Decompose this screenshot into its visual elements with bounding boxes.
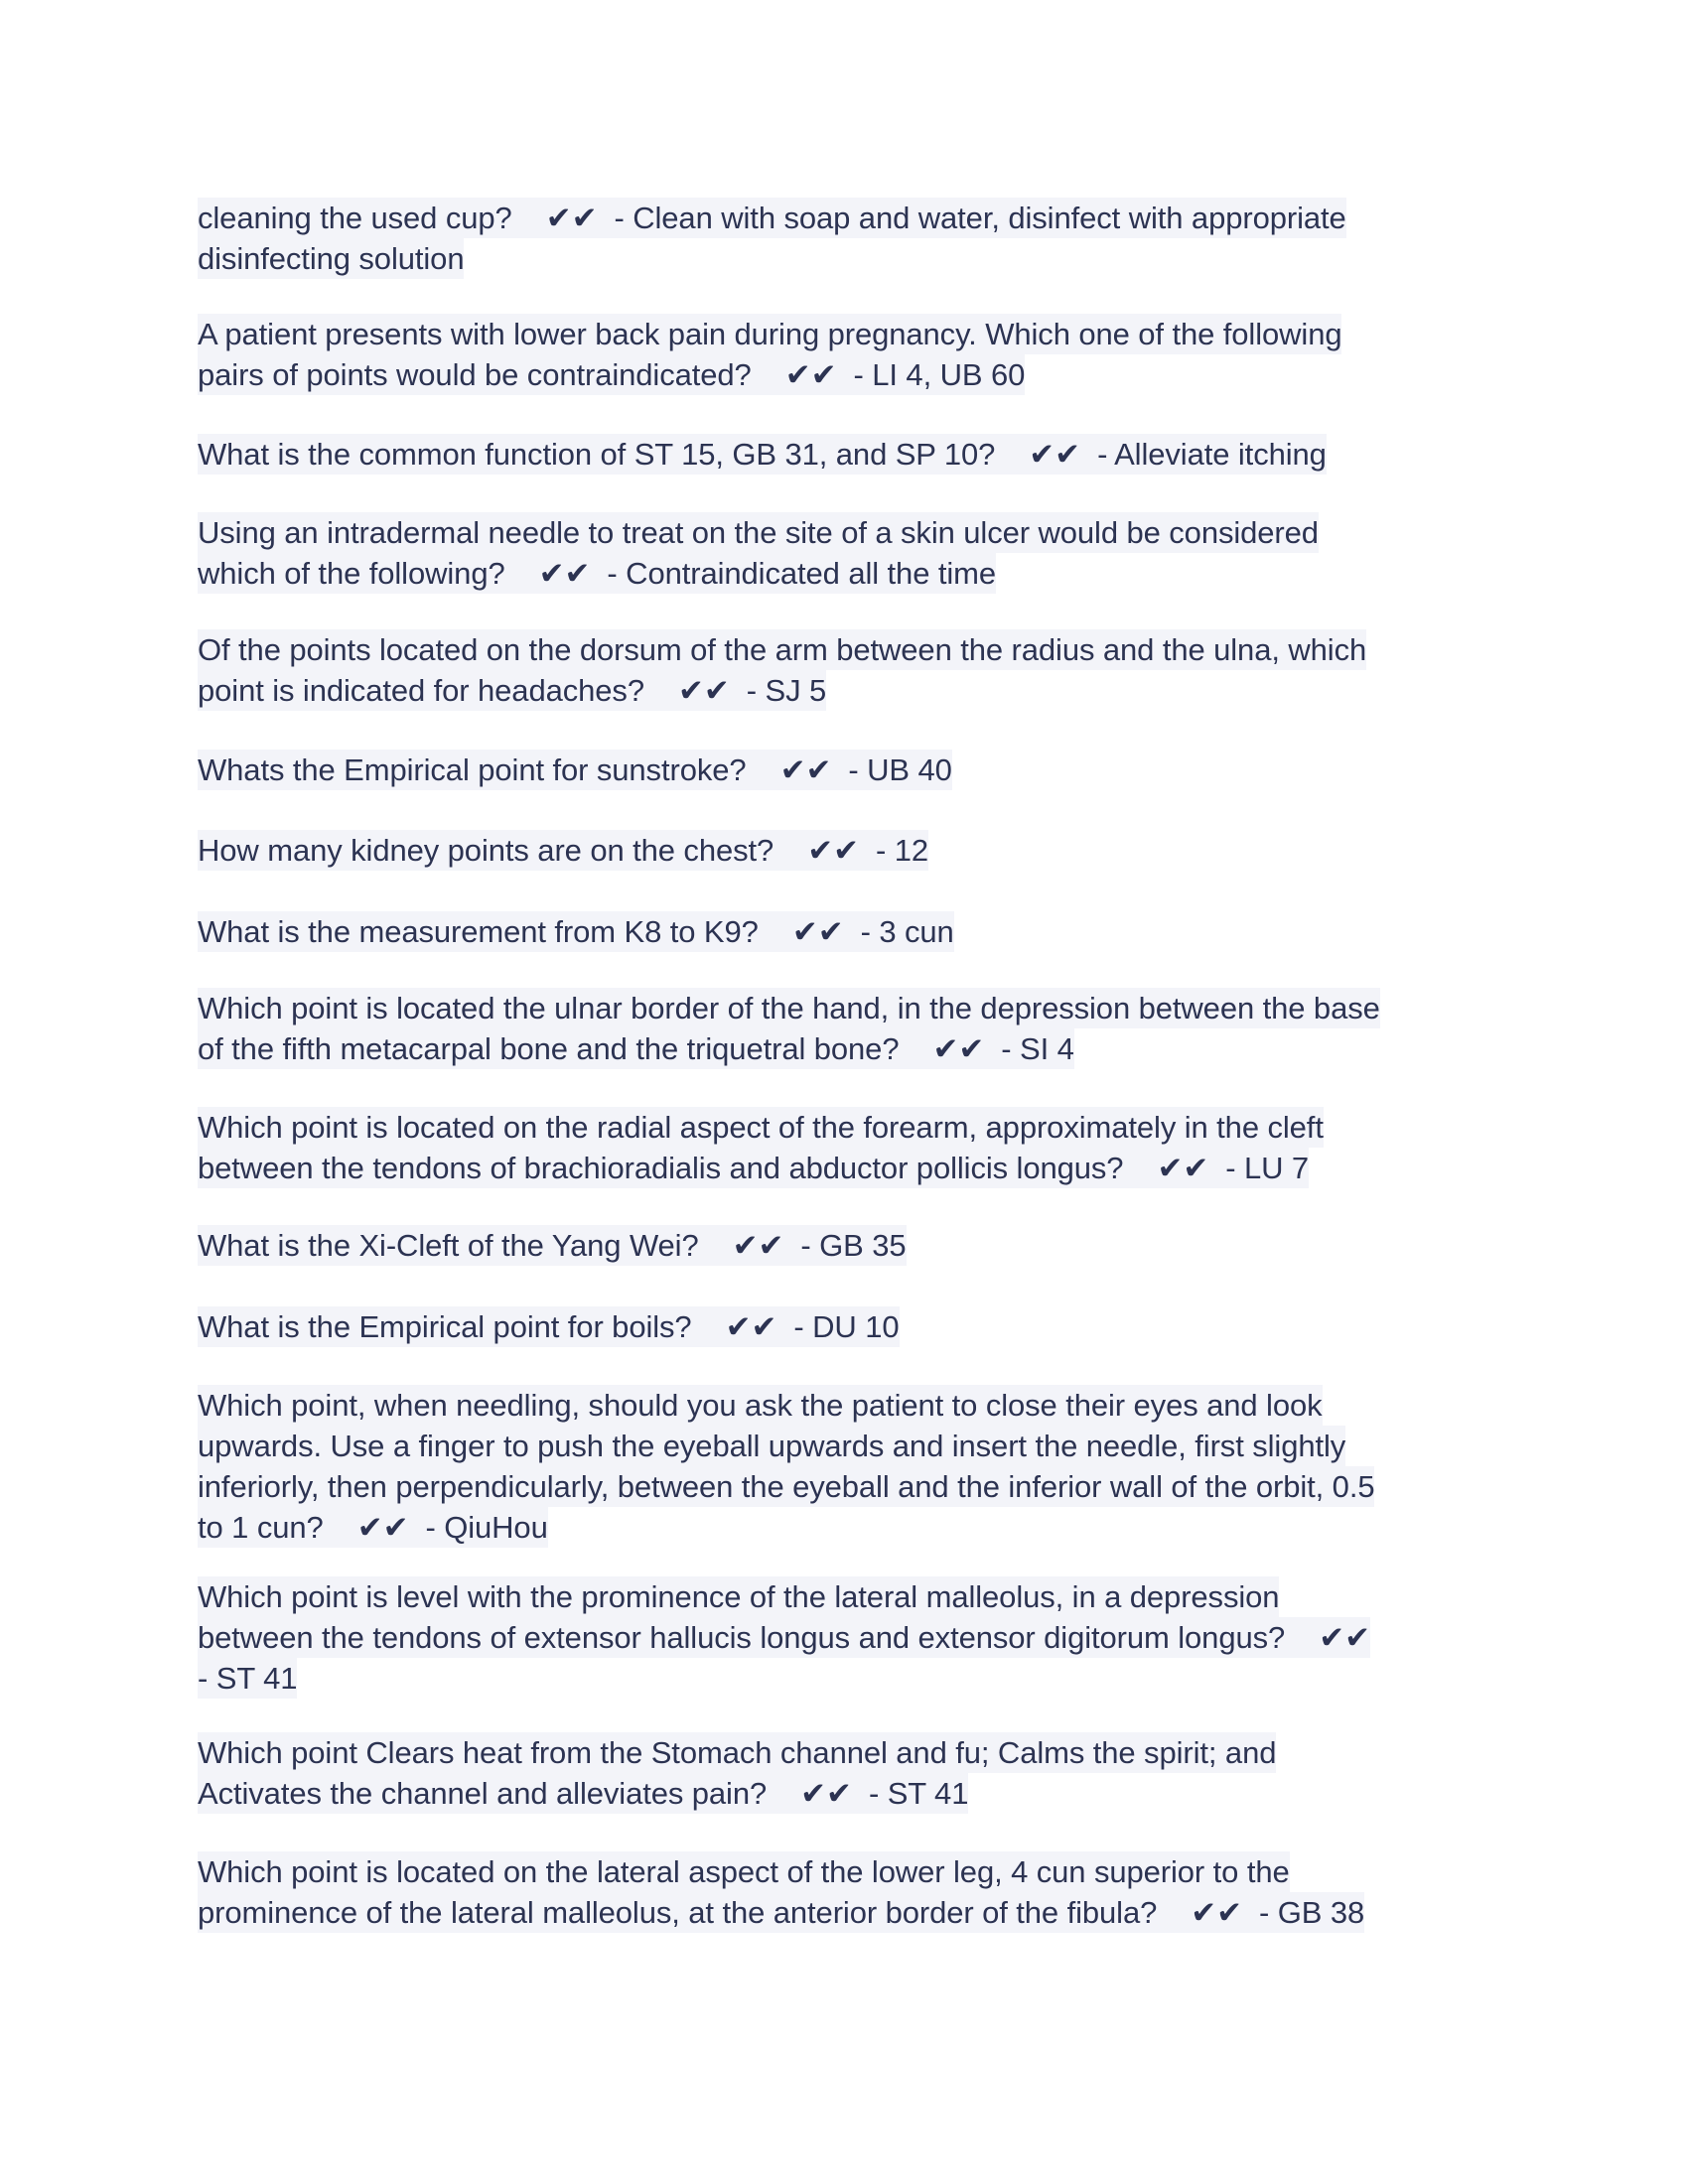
qa-line-text: What is the measurement from K8 to K9? ✔✔ - 3 cun (198, 911, 954, 952)
qa-item (198, 198, 1488, 279)
qa-line-text: inferiorly, then perpendicularly, between the eyeball and the inferior wall of the orbit, 0.5 (198, 1466, 1374, 1507)
qa-line (198, 198, 1488, 238)
qa-item (198, 830, 1488, 871)
qa-line-text: disinfecting solution (198, 238, 464, 279)
qa-line (198, 1306, 1488, 1347)
qa-line (198, 1028, 1488, 1069)
qa-line-text: Which point Clears heat from the Stomach channel and fu; Calms the spirit; and (198, 1732, 1276, 1773)
qa-line (198, 314, 1488, 354)
qa-item (198, 911, 1488, 952)
qa-line-text: pairs of points would be contraindicated? ✔✔ - LI 4, UB 60 (198, 354, 1025, 395)
qa-line (198, 1576, 1488, 1617)
qa-item (198, 1306, 1488, 1347)
qa-line-text: - ST 41 (198, 1658, 297, 1699)
qa-item (198, 314, 1488, 395)
qa-item (198, 629, 1488, 711)
qa-line (198, 1107, 1488, 1148)
qa-line (198, 354, 1488, 395)
qa-line (198, 670, 1488, 711)
qa-line-text: Whats the Empirical point for sunstroke? ✔✔ - UB 40 (198, 750, 952, 790)
qa-line (198, 1658, 1488, 1699)
qa-line-text: What is the Xi-Cleft of the Yang Wei? ✔✔ - GB 35 (198, 1225, 907, 1266)
qa-line-text: point is indicated for headaches? ✔✔ - SJ 5 (198, 670, 826, 711)
qa-line-text: Activates the channel and alleviates pain? ✔✔ - ST 41 (198, 1773, 968, 1814)
qa-line-text: prominence of the lateral malleolus, at the anterior border of the fibula? ✔✔ - GB 38 (198, 1892, 1364, 1933)
qa-line (198, 988, 1488, 1028)
qa-line (198, 911, 1488, 952)
qa-item (198, 434, 1488, 475)
qa-line (198, 1732, 1488, 1773)
qa-line (198, 1617, 1488, 1658)
qa-item (198, 1225, 1488, 1266)
qa-line-text: cleaning the used cup? ✔✔ - Clean with soap and water, disinfect with appropriate (198, 198, 1346, 238)
qa-line (198, 1851, 1488, 1892)
qa-line (198, 512, 1488, 553)
qa-item (198, 750, 1488, 790)
qa-item (198, 1107, 1488, 1188)
qa-line-text: between the tendons of brachioradialis and abductor pollicis longus? ✔✔ - LU 7 (198, 1148, 1309, 1188)
qa-line-text: upwards. Use a finger to push the eyeball upwards and insert the needle, first slightly (198, 1426, 1345, 1466)
qa-line (198, 434, 1488, 475)
qa-line (198, 1225, 1488, 1266)
qa-line (198, 830, 1488, 871)
qa-line-text: Which point is level with the prominence of the lateral malleolus, in a depression (198, 1576, 1279, 1617)
qa-line-text: between the tendons of extensor hallucis longus and extensor digitorum longus? ✔✔ (198, 1617, 1370, 1658)
qa-item (198, 1385, 1488, 1548)
qa-line-text: of the fifth metacarpal bone and the triquetral bone? ✔✔ - SI 4 (198, 1028, 1074, 1069)
qa-line-text: Of the points located on the dorsum of the arm between the radius and the ulna, which (198, 629, 1366, 670)
qa-line (198, 1385, 1488, 1426)
qa-item (198, 1732, 1488, 1814)
qa-line-text: Which point is located on the lateral aspect of the lower leg, 4 cun superior to the (198, 1851, 1290, 1892)
qa-item (198, 1851, 1488, 1933)
qa-line-text: Which point is located on the radial aspect of the forearm, approximately in the cleft (198, 1107, 1324, 1148)
qa-line (198, 1148, 1488, 1188)
qa-line-text: Which point is located the ulnar border of the hand, in the depression between the base (198, 988, 1380, 1028)
qa-line-text: How many kidney points are on the chest? ✔✔ - 12 (198, 830, 928, 871)
qa-line (198, 1507, 1488, 1548)
qa-line (198, 629, 1488, 670)
qa-line (198, 238, 1488, 279)
qa-line (198, 1426, 1488, 1466)
qa-line (198, 1466, 1488, 1507)
qa-line-text: which of the following? ✔✔ - Contraindicated all the time (198, 553, 996, 594)
qa-line-text: What is the common function of ST 15, GB 31, and SP 10? ✔✔ - Alleviate itching (198, 434, 1327, 475)
qa-line-text: What is the Empirical point for boils? ✔✔ - DU 10 (198, 1306, 900, 1347)
qa-line-text: Which point, when needling, should you ask the patient to close their eyes and look (198, 1385, 1323, 1426)
qa-line (198, 750, 1488, 790)
qa-line (198, 1773, 1488, 1814)
qa-line-text: A patient presents with lower back pain during pregnancy. Which one of the following (198, 314, 1341, 354)
qa-item (198, 988, 1488, 1069)
qa-line (198, 553, 1488, 594)
qa-line (198, 1892, 1488, 1933)
qa-item (198, 1576, 1488, 1699)
qa-line-text: Using an intradermal needle to treat on the site of a skin ulcer would be considered (198, 512, 1319, 553)
qa-item (198, 512, 1488, 594)
qa-line-text: to 1 cun? ✔✔ - QiuHou (198, 1507, 548, 1548)
